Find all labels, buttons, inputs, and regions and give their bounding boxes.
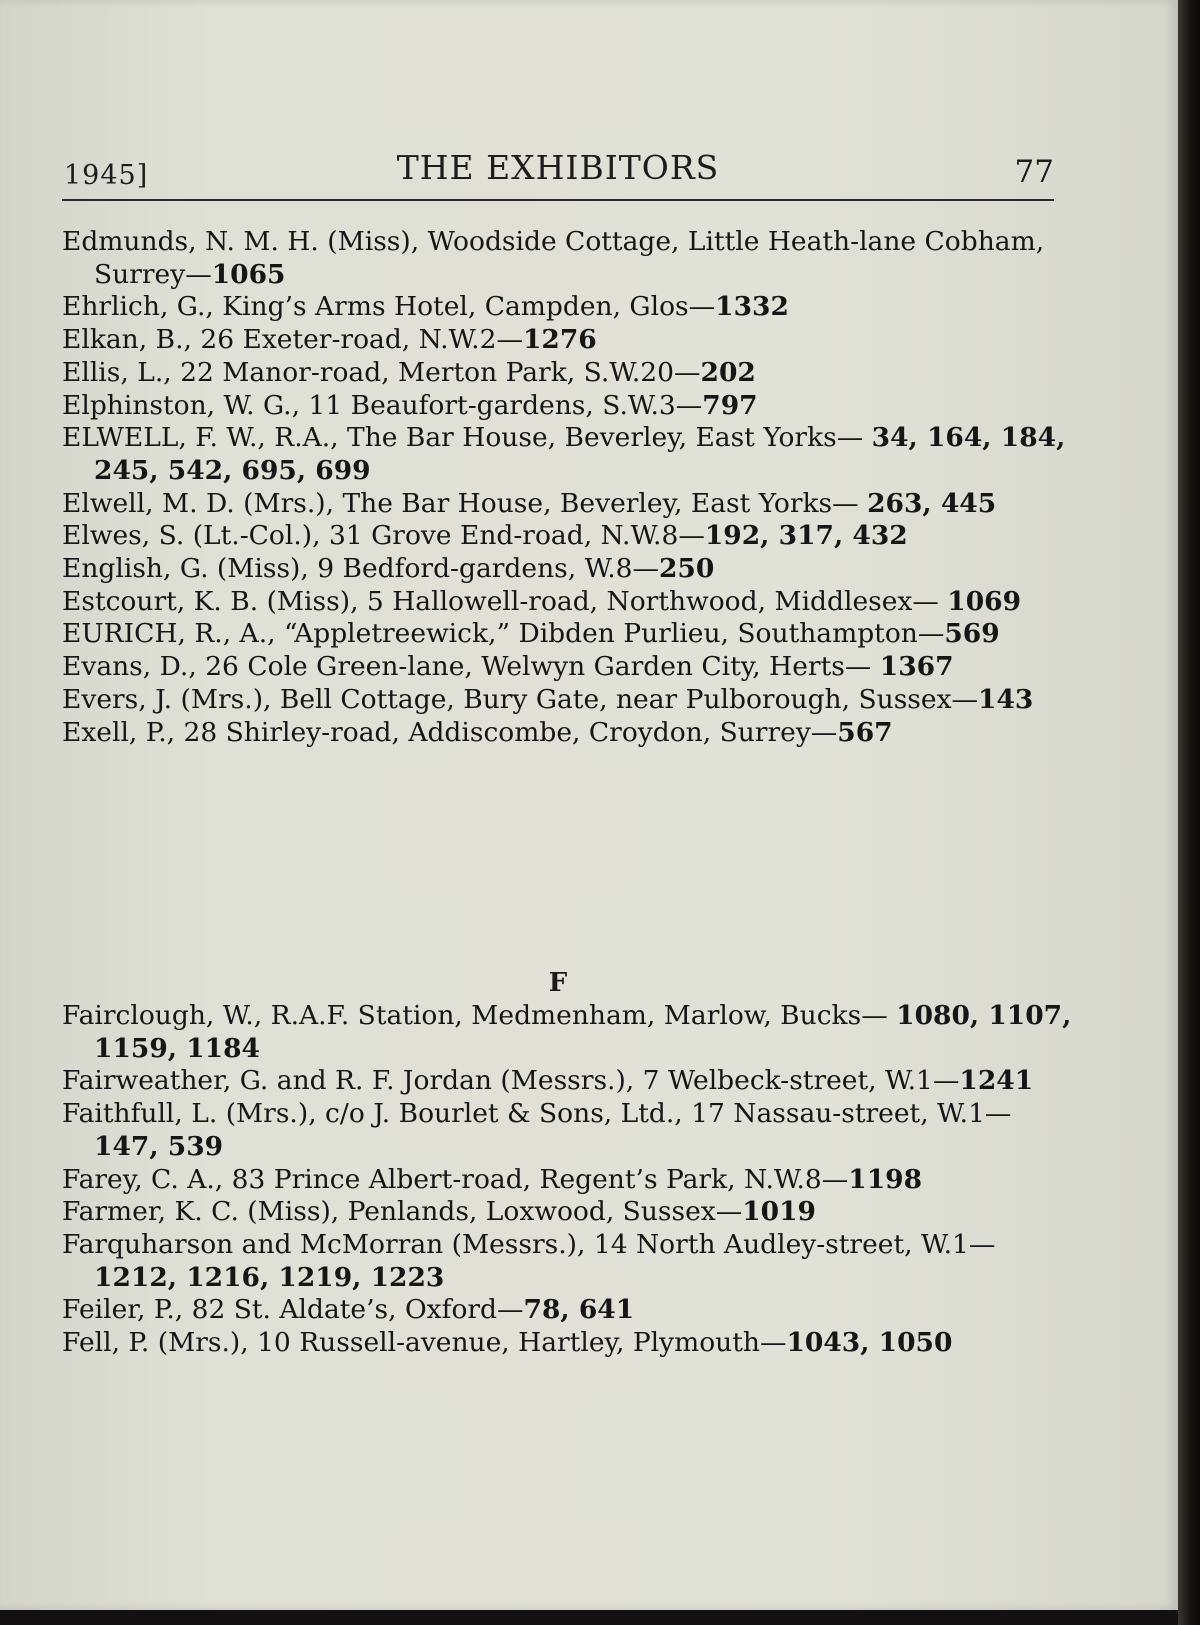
catalogue-numbers: 78, 641 <box>523 1294 635 1326</box>
exhibitor-entry <box>62 291 1072 324</box>
exhibitor-entry <box>62 1196 1072 1229</box>
page-number: 77 <box>1014 154 1054 190</box>
exhibitor-details: EURICH, R., A., “Appletreewick,” Dibden Purlieu, Southampton— <box>62 618 945 650</box>
section-heading: F <box>548 968 568 998</box>
exhibitor-details: ELWELL, F. W., R.A., The Bar House, Beverley, East Yorks— <box>62 422 872 454</box>
exhibitor-details: Evans, D., 26 Cole Green-lane, Welwyn Garden City, Herts— <box>62 651 880 683</box>
header-title: THE EXHIBITORS <box>396 148 720 187</box>
exhibitor-details: Farey, C. A., 83 Prince Albert-road, Regent’s Park, N.W.8— <box>62 1163 849 1195</box>
catalogue-numbers: 1065 <box>211 258 286 290</box>
exhibitor-details: Feiler, P., 82 St. Aldate’s, Oxford— <box>62 1294 524 1326</box>
catalogue-numbers: 1241 <box>959 1065 1034 1097</box>
catalogue-numbers: 147, 539 <box>94 1130 224 1162</box>
exhibitor-details: Faithfull, L. (Mrs.), c/o J. Bourlet & Sons, Ltd., 17 Nassau-street, W.1— <box>62 1098 1012 1130</box>
catalogue-numbers: 797 <box>702 389 758 421</box>
exhibitor-details: Elkan, B., 26 Exeter-road, N.W.2— <box>62 324 523 356</box>
exhibitor-entry <box>62 1000 1072 1065</box>
exhibitor-details: Edmunds, N. M. H. (Miss), Woodside Cottage, Little Heath-lanе Cobham, Surrey— <box>62 226 1045 290</box>
catalogue-numbers: 1019 <box>742 1196 816 1228</box>
exhibitor-details: Ellis, L., 22 Manor-road, Merton Park, S.W.20— <box>62 356 701 388</box>
catalogue-numbers: 1212, 1216, 1219, 1223 <box>94 1261 445 1293</box>
running-header <box>62 140 1054 200</box>
exhibitor-details: Fairclough, W., R.A.F. Station, Medmenham, Marlow, Bucks— <box>62 1000 897 1031</box>
catalogue-numbers: 1069 <box>947 585 1022 617</box>
exhibitor-details: Farquharson and McMorran (Messrs.), 14 North Audley-street, W.1— <box>62 1228 996 1260</box>
exhibitor-entry <box>62 324 1072 357</box>
exhibitor-entry <box>62 357 1072 390</box>
catalogue-numbers: 202 <box>700 356 756 388</box>
exhibitor-entry <box>62 618 1072 651</box>
exhibitor-entry <box>62 1065 1072 1098</box>
exhibitor-details: Fell, P. (Mrs.), 10 Russell-avenue, Hartley, Plymouth— <box>62 1327 787 1359</box>
page-edge <box>1178 0 1200 1625</box>
exhibitor-entry <box>62 1098 1072 1163</box>
catalogue-numbers: 1198 <box>848 1163 923 1195</box>
exhibitor-entry <box>62 390 1072 423</box>
catalogue-numbers: 1332 <box>715 291 789 323</box>
exhibitor-entry <box>62 717 1072 750</box>
catalogue-numbers: 1080, 1107, 1159, 1184 <box>94 1000 1072 1064</box>
exhibitor-details: Ehrlich, G., King’s Arms Hotel, Campden, Glos— <box>62 291 716 323</box>
catalogue-numbers: 263, 445 <box>867 487 997 519</box>
exhibitor-entry <box>62 651 1072 684</box>
catalogue-numbers: 1276 <box>522 324 597 356</box>
catalogue-numbers: 34, 164, 184, 245, 542, 695, 699 <box>94 422 1066 486</box>
exhibitor-details: Estcourt, K. B. (Miss), 5 Hallowell-road, Northwood, Middlesex— <box>62 585 948 617</box>
exhibitor-details: Elwell, M. D. (Mrs.), The Bar House, Beverley, East Yorks— <box>62 487 868 519</box>
exhibitor-details: Evers, J. (Mrs.), Bell Cottage, Bury Gate, near Pulborough, Sussex— <box>62 683 979 715</box>
exhibitor-entry <box>62 1327 1072 1360</box>
exhibitor-details: Elwes, S. (Lt.-Col.), 31 Grove End-road, N.W.8— <box>62 520 705 552</box>
exhibitor-entry <box>62 226 1072 291</box>
catalogue-numbers: 1367 <box>879 651 954 683</box>
exhibitor-details: Fairweather, G. and R. F. Jordan (Messrs.), 7 Welbeck-street, W.1— <box>62 1065 960 1097</box>
exhibitor-entry <box>62 553 1072 586</box>
exhibitor-entry <box>62 1164 1072 1197</box>
exhibitor-entry <box>62 586 1072 619</box>
header-rule <box>62 199 1054 201</box>
catalogue-numbers: 1043, 1050 <box>786 1327 953 1359</box>
exhibitor-entry <box>62 422 1072 487</box>
header-year: 1945] <box>64 160 149 191</box>
exhibitor-entry <box>62 684 1072 717</box>
catalogue-numbers: 250 <box>658 553 715 585</box>
exhibitor-entry <box>62 1229 1072 1294</box>
exhibitor-list-e <box>62 226 1072 749</box>
catalogue-numbers: 192, 317, 432 <box>704 520 908 552</box>
catalogue-numbers: 143 <box>978 683 1034 715</box>
exhibitor-details: English, G. (Miss), 9 Bedford-gardens, W.8— <box>62 553 659 585</box>
catalogue-numbers: 567 <box>837 716 893 748</box>
exhibitor-entry <box>62 520 1072 553</box>
exhibitor-entry <box>62 488 1072 521</box>
exhibitor-list-f <box>62 1000 1072 1360</box>
exhibitor-entry <box>62 1294 1072 1327</box>
exhibitor-details: Elphinston, W. G., 11 Beaufort-gardens, S.W.3— <box>62 389 703 421</box>
exhibitor-details: Exell, P., 28 Shirley-road, Addiscombe, Croydon, Surrey— <box>62 716 838 748</box>
catalogue-numbers: 569 <box>944 618 1000 650</box>
exhibitor-details: Farmer, K. C. (Miss), Penlands, Loxwood, Sussex— <box>62 1196 743 1228</box>
